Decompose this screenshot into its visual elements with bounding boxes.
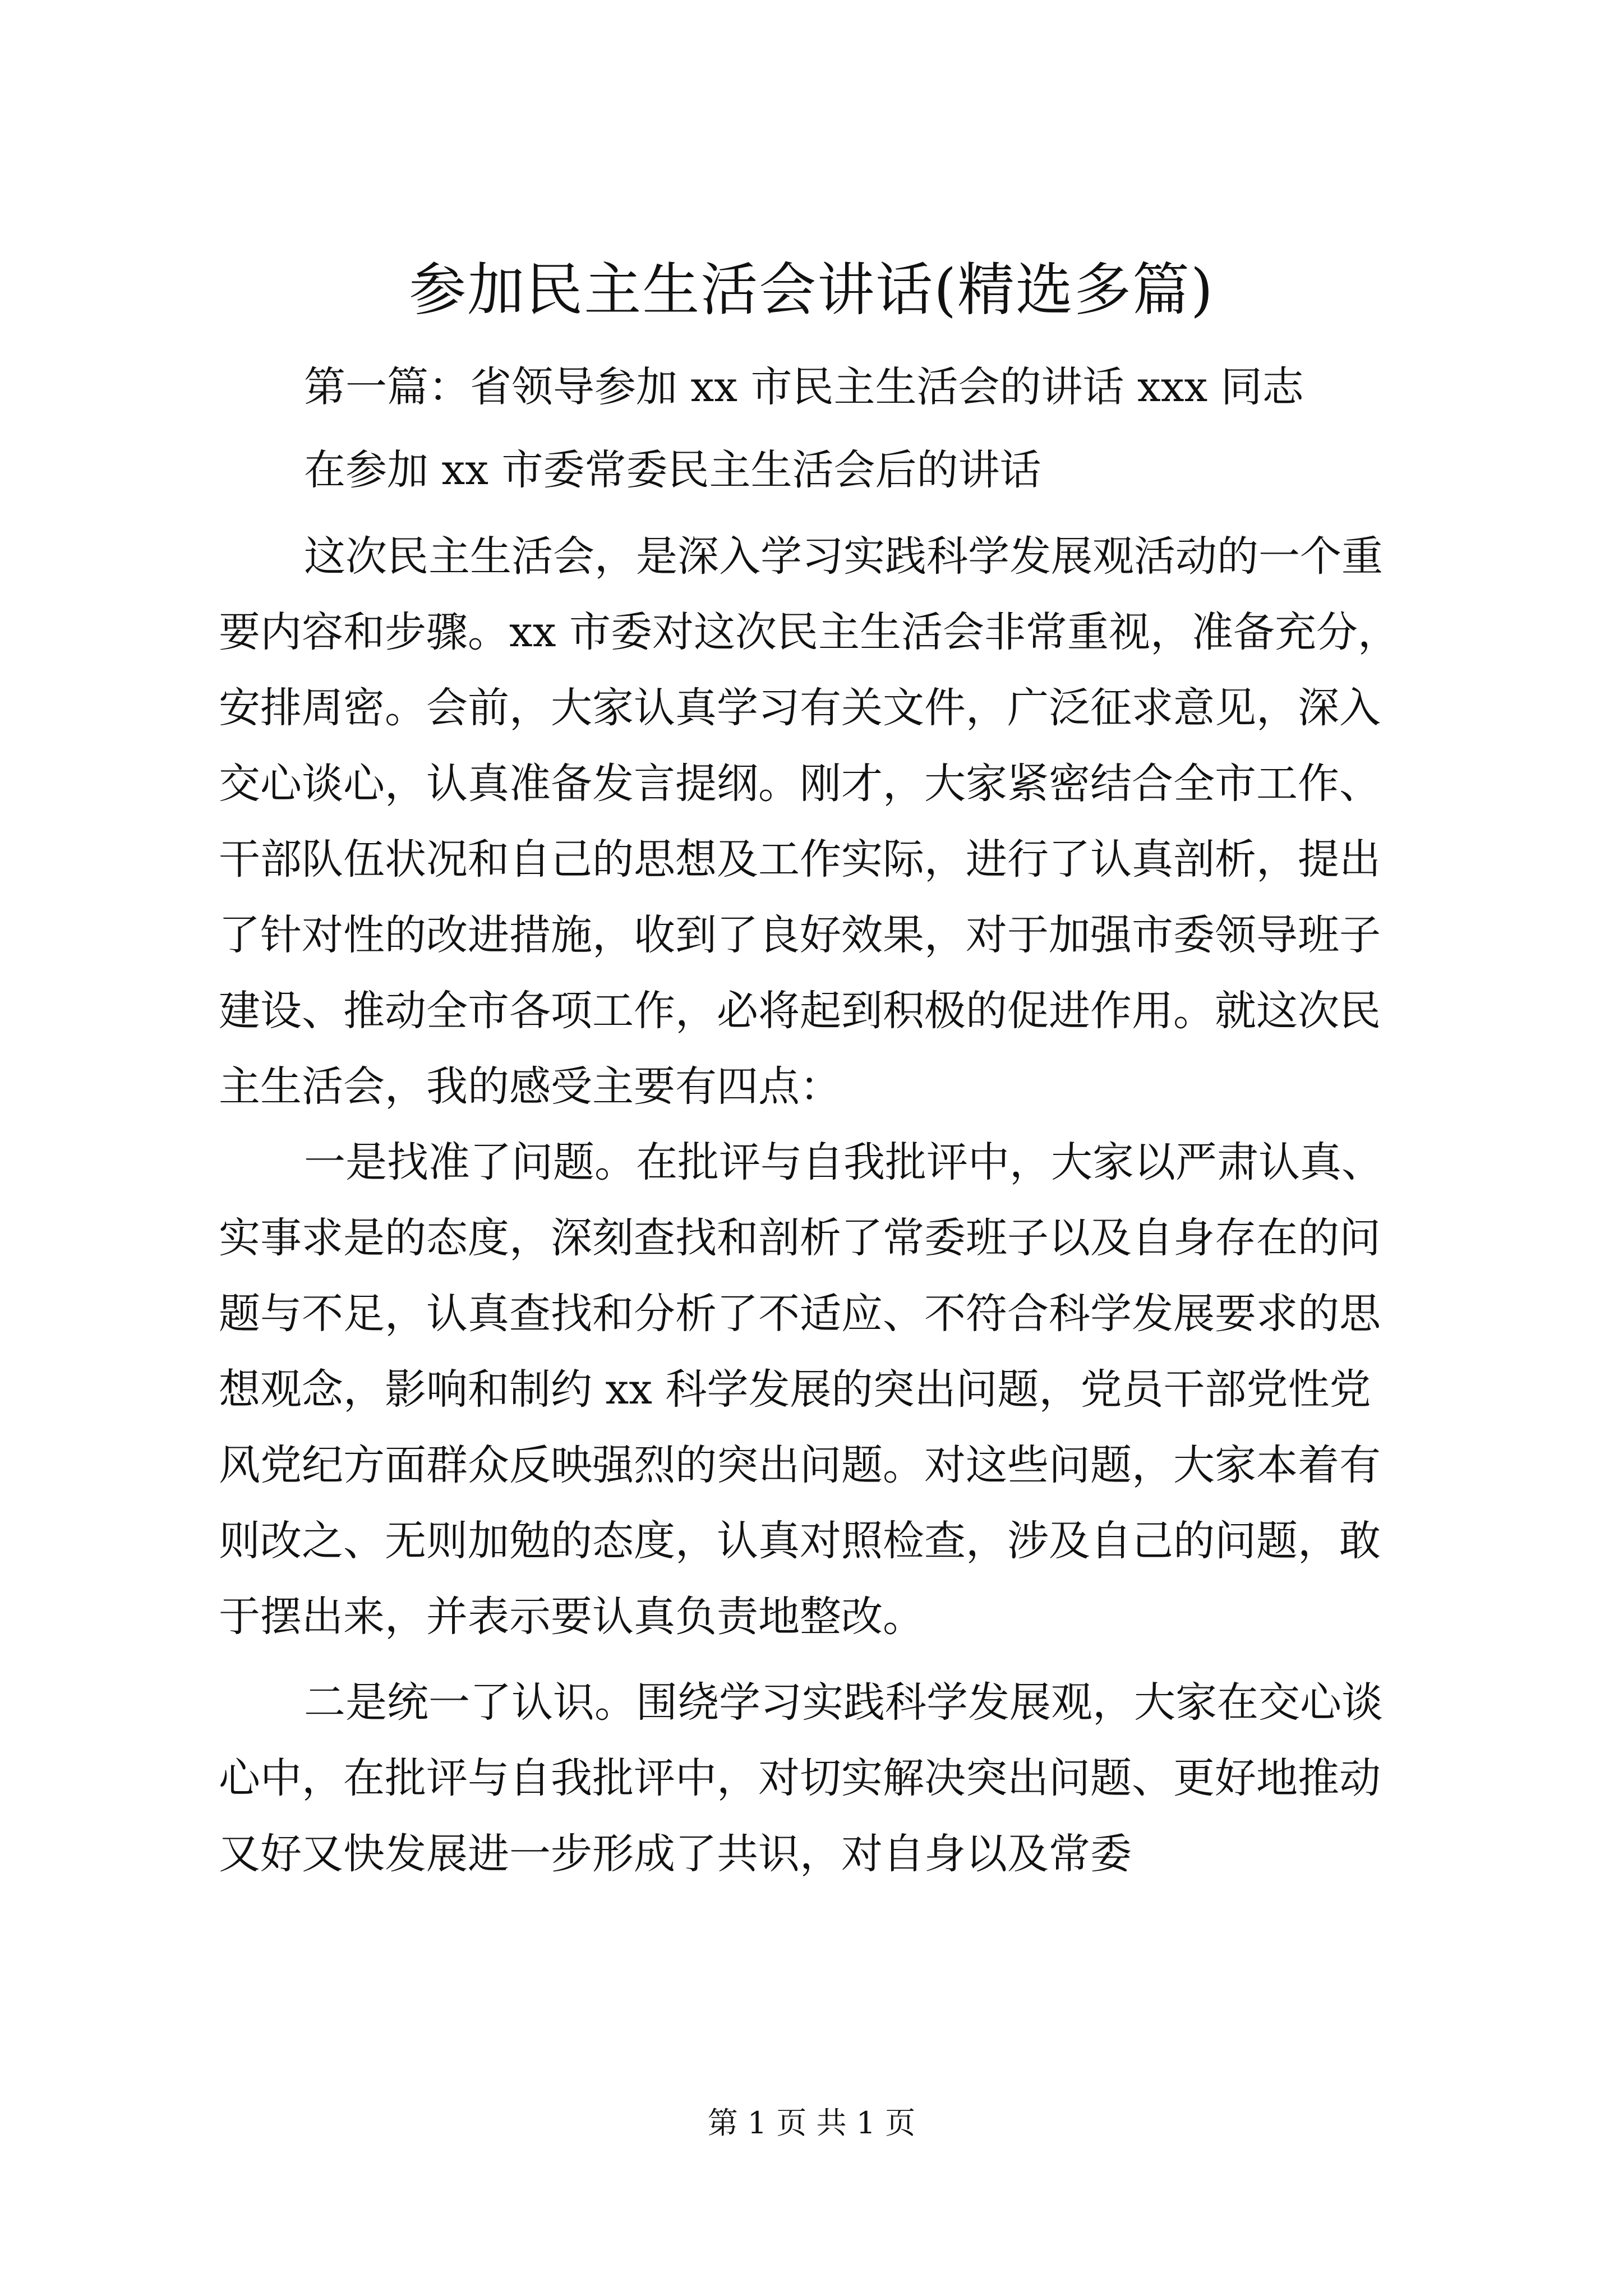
paragraph-line: 又好又快发展进一步形成了共识，对自身以及常委 [219, 1830, 1132, 1878]
paragraph-line: 安排周密。会前，大家认真学习有关文件，广泛征求意见，深入 [219, 684, 1381, 732]
page-footer: 第 1 页 共 1 页 [707, 2105, 916, 2141]
paragraph-line: 要内容和步骤。xx 市委对这次民主生活会非常重视，准备充分， [219, 608, 1399, 656]
section-heading: 第一篇：省领导参加 xx 市民主生活会的讲话 xxx 同志 [304, 363, 1304, 411]
paragraph-line: 干部队伍状况和自己的思想及工作实际，进行了认真剖析，提出 [219, 835, 1381, 884]
paragraph-line: 交心谈心，认真准备发言提纲。刚才，大家紧密结合全市工作、 [219, 760, 1381, 808]
paragraph-line: 于摆出来，并表示要认真负责地整改。 [219, 1593, 924, 1641]
paragraph-line: 心中，在批评与自我批评中，对切实解决突出问题、更好地推动 [219, 1754, 1381, 1802]
paragraph-line: 风党纪方面群众反映强烈的突出问题。对这些问题，大家本着有 [219, 1441, 1381, 1489]
paragraph-line: 题与不足，认真查找和分析了不适应、不符合科学发展要求的思 [219, 1290, 1381, 1338]
paragraph-line: 实事求是的态度，深刻查找和剖析了常委班子以及自身存在的问 [219, 1214, 1381, 1262]
section-subheading: 在参加 xx 市委常委民主生活会后的讲话 [304, 446, 1041, 494]
paragraph-line: 主生活会，我的感受主要有四点： [219, 1062, 841, 1111]
paragraph-line: 想观念，影响和制约 xx 科学发展的突出问题，党员干部党性党 [219, 1365, 1371, 1414]
paragraph-line: 了针对性的改进措施，收到了良好效果，对于加强市委领导班子 [219, 911, 1381, 959]
paragraph-line: 一是找准了问题。在批评与自我批评中，大家以严肃认真、 [304, 1138, 1383, 1186]
paragraph-line: 建设、推动全市各项工作，必将起到积极的促进作用。就这次民 [219, 987, 1381, 1035]
paragraph-line: 则改之、无则加勉的态度，认真对照检查，涉及自己的问题，敢 [219, 1517, 1381, 1565]
paragraph-line: 二是统一了认识。围绕学习实践科学发展观，大家在交心谈 [304, 1678, 1383, 1727]
document-title: 参加民主生活会讲话(精选多篇) [409, 257, 1214, 324]
paragraph-line: 这次民主生活会，是深入学习实践科学发展观活动的一个重 [304, 532, 1383, 581]
